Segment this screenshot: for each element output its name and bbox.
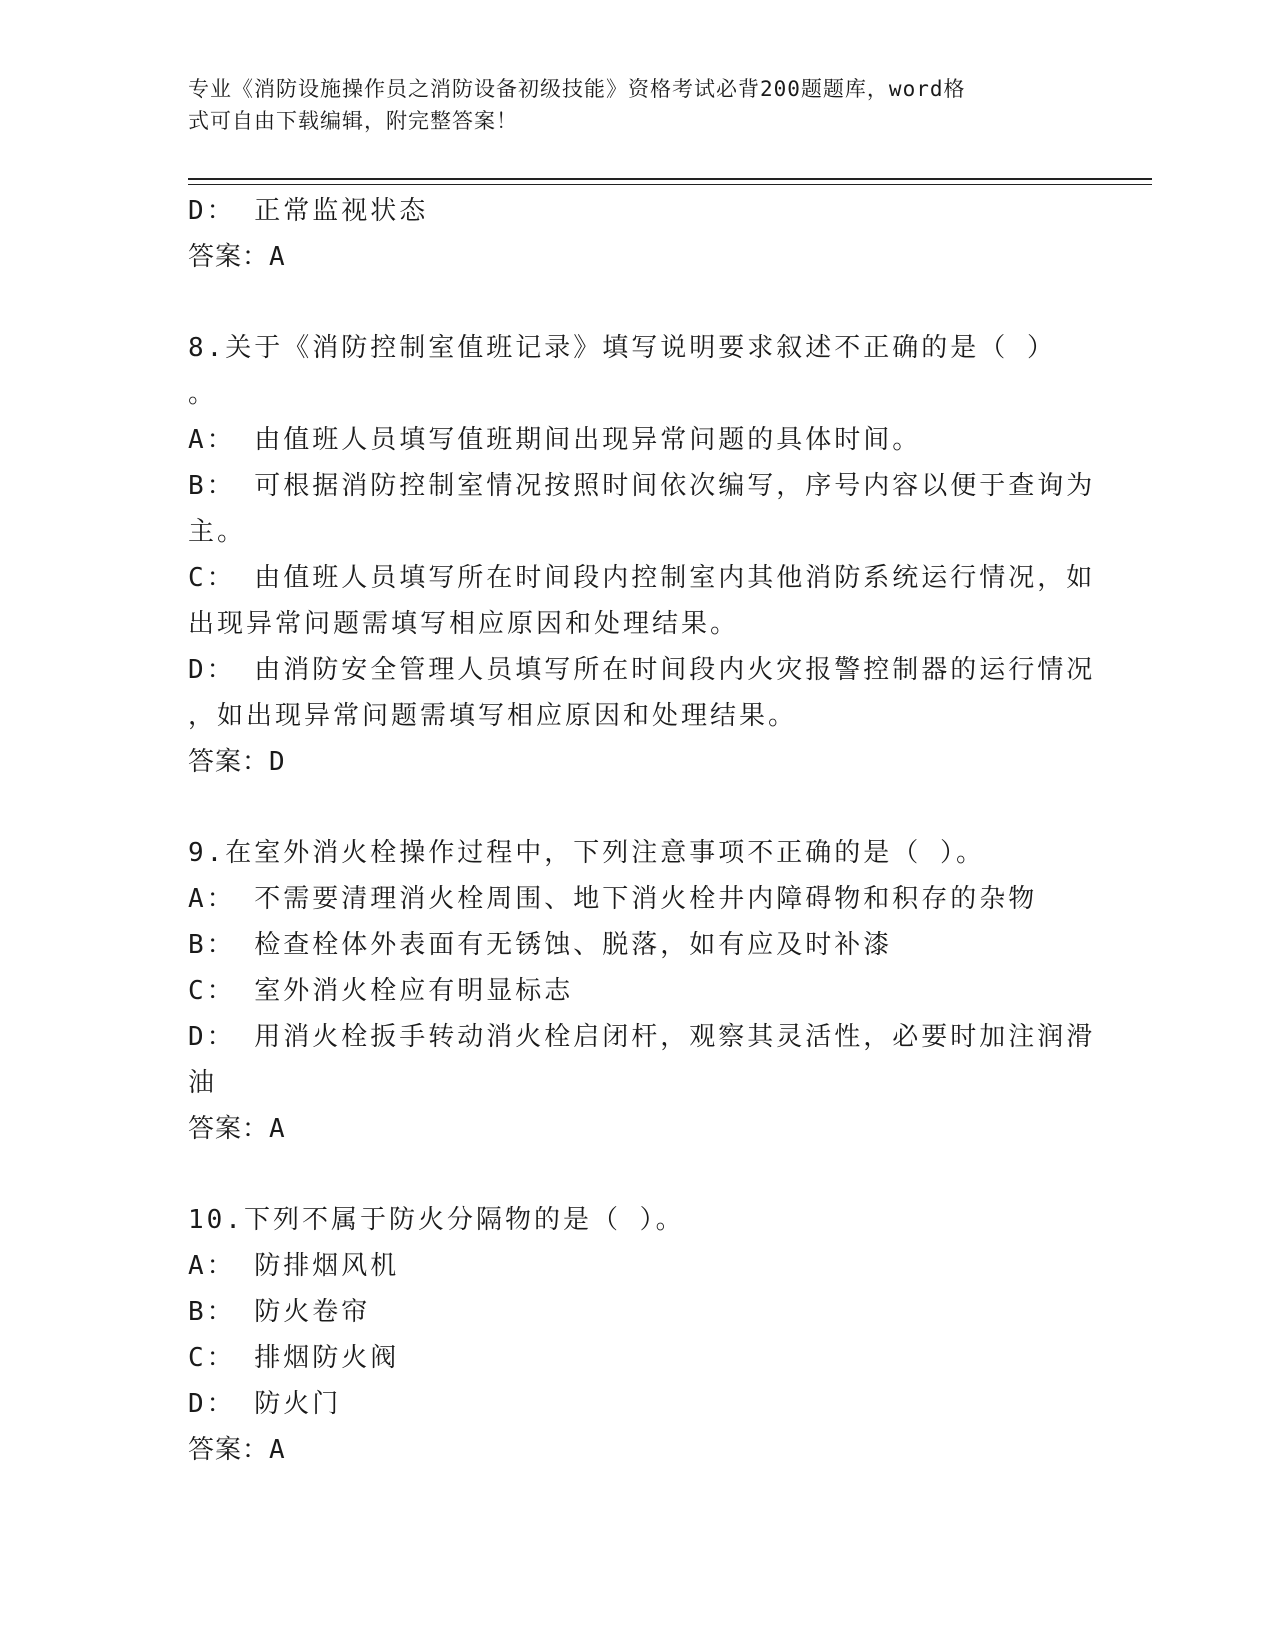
option-d: D： 防火门 — [188, 1389, 342, 1419]
option-c: C： 由值班人员填写所在时间段内控制室内其他消防系统运行情况，如 — [188, 563, 1096, 593]
header-divider-thick — [188, 178, 1152, 180]
answer-value: D — [269, 747, 286, 777]
answer-line — [188, 1106, 1088, 1152]
question-fragment — [188, 188, 1088, 280]
answer-label: 答案： — [188, 242, 270, 272]
answer-label: 答案： — [188, 1114, 270, 1144]
header-title-line-1: 专业《消防设施操作员之消防设备初级技能》资格考试必背200题题库，word格 — [188, 77, 966, 101]
spacer — [188, 280, 1088, 325]
option-d-continued: ，如出现异常问题需填写相应原因和处理结果。 — [188, 701, 798, 731]
option-d: D： 用消火栓扳手转动消火栓启闭杆，观察其灵活性，必要时加注润滑 — [188, 1022, 1096, 1052]
option-a: A： 防排烟风机 — [188, 1251, 400, 1281]
answer-line — [188, 739, 1088, 785]
header-divider-thin — [188, 184, 1152, 185]
spacer — [188, 1152, 1088, 1197]
header-title-line-2: 式可自由下载编辑，附完整答案！ — [188, 109, 518, 133]
option-b: B： 检查栓体外表面有无锈蚀、脱落，如有应及时补漆 — [188, 930, 893, 960]
option-d: D： 正常监视状态 — [188, 196, 429, 226]
option-c: C： 室外消火栓应有明显标志 — [188, 976, 574, 1006]
answer-label: 答案： — [188, 1435, 270, 1465]
answer-label: 答案： — [188, 747, 270, 777]
option-c: C： 排烟防火阀 — [188, 1343, 400, 1373]
question-line: 。 — [188, 379, 218, 409]
answer-line — [188, 234, 1088, 280]
option-c-continued: 出现异常问题需填写相应原因和处理结果。 — [188, 609, 740, 639]
option-b: B： 可根据消防控制室情况按照时间依次编写，序号内容以便于查询为 — [188, 471, 1096, 501]
option-a: A： 由值班人员填写值班期间出现异常问题的具体时间。 — [188, 425, 922, 455]
question-10 — [188, 1197, 1088, 1473]
answer-value: A — [269, 1435, 286, 1465]
question-9 — [188, 830, 1096, 1152]
document-header — [188, 73, 1068, 137]
option-b: B： 防火卷帘 — [188, 1297, 371, 1327]
option-b-continued: 主。 — [188, 517, 247, 547]
question-line: 9.在室外消火栓操作过程中，下列注意事项不正确的是（ ）。 — [188, 838, 985, 868]
option-d: D： 由消防安全管理人员填写所在时间段内火灾报警控制器的运行情况 — [188, 655, 1096, 685]
answer-value: A — [269, 242, 286, 272]
spacer — [188, 785, 1088, 830]
question-8 — [188, 325, 1096, 785]
document-body — [188, 188, 1096, 1473]
answer-line — [188, 1427, 1088, 1473]
answer-value: A — [269, 1114, 286, 1144]
option-d-continued: 油 — [188, 1068, 218, 1098]
question-line: 10.下列不属于防火分隔物的是（ ）。 — [188, 1205, 685, 1235]
question-line: 8.关于《消防控制室值班记录》填写说明要求叙述不正确的是（ ） — [188, 333, 1056, 363]
option-a: A： 不需要清理消火栓周围、地下消火栓井内障碍物和积存的杂物 — [188, 884, 1038, 914]
